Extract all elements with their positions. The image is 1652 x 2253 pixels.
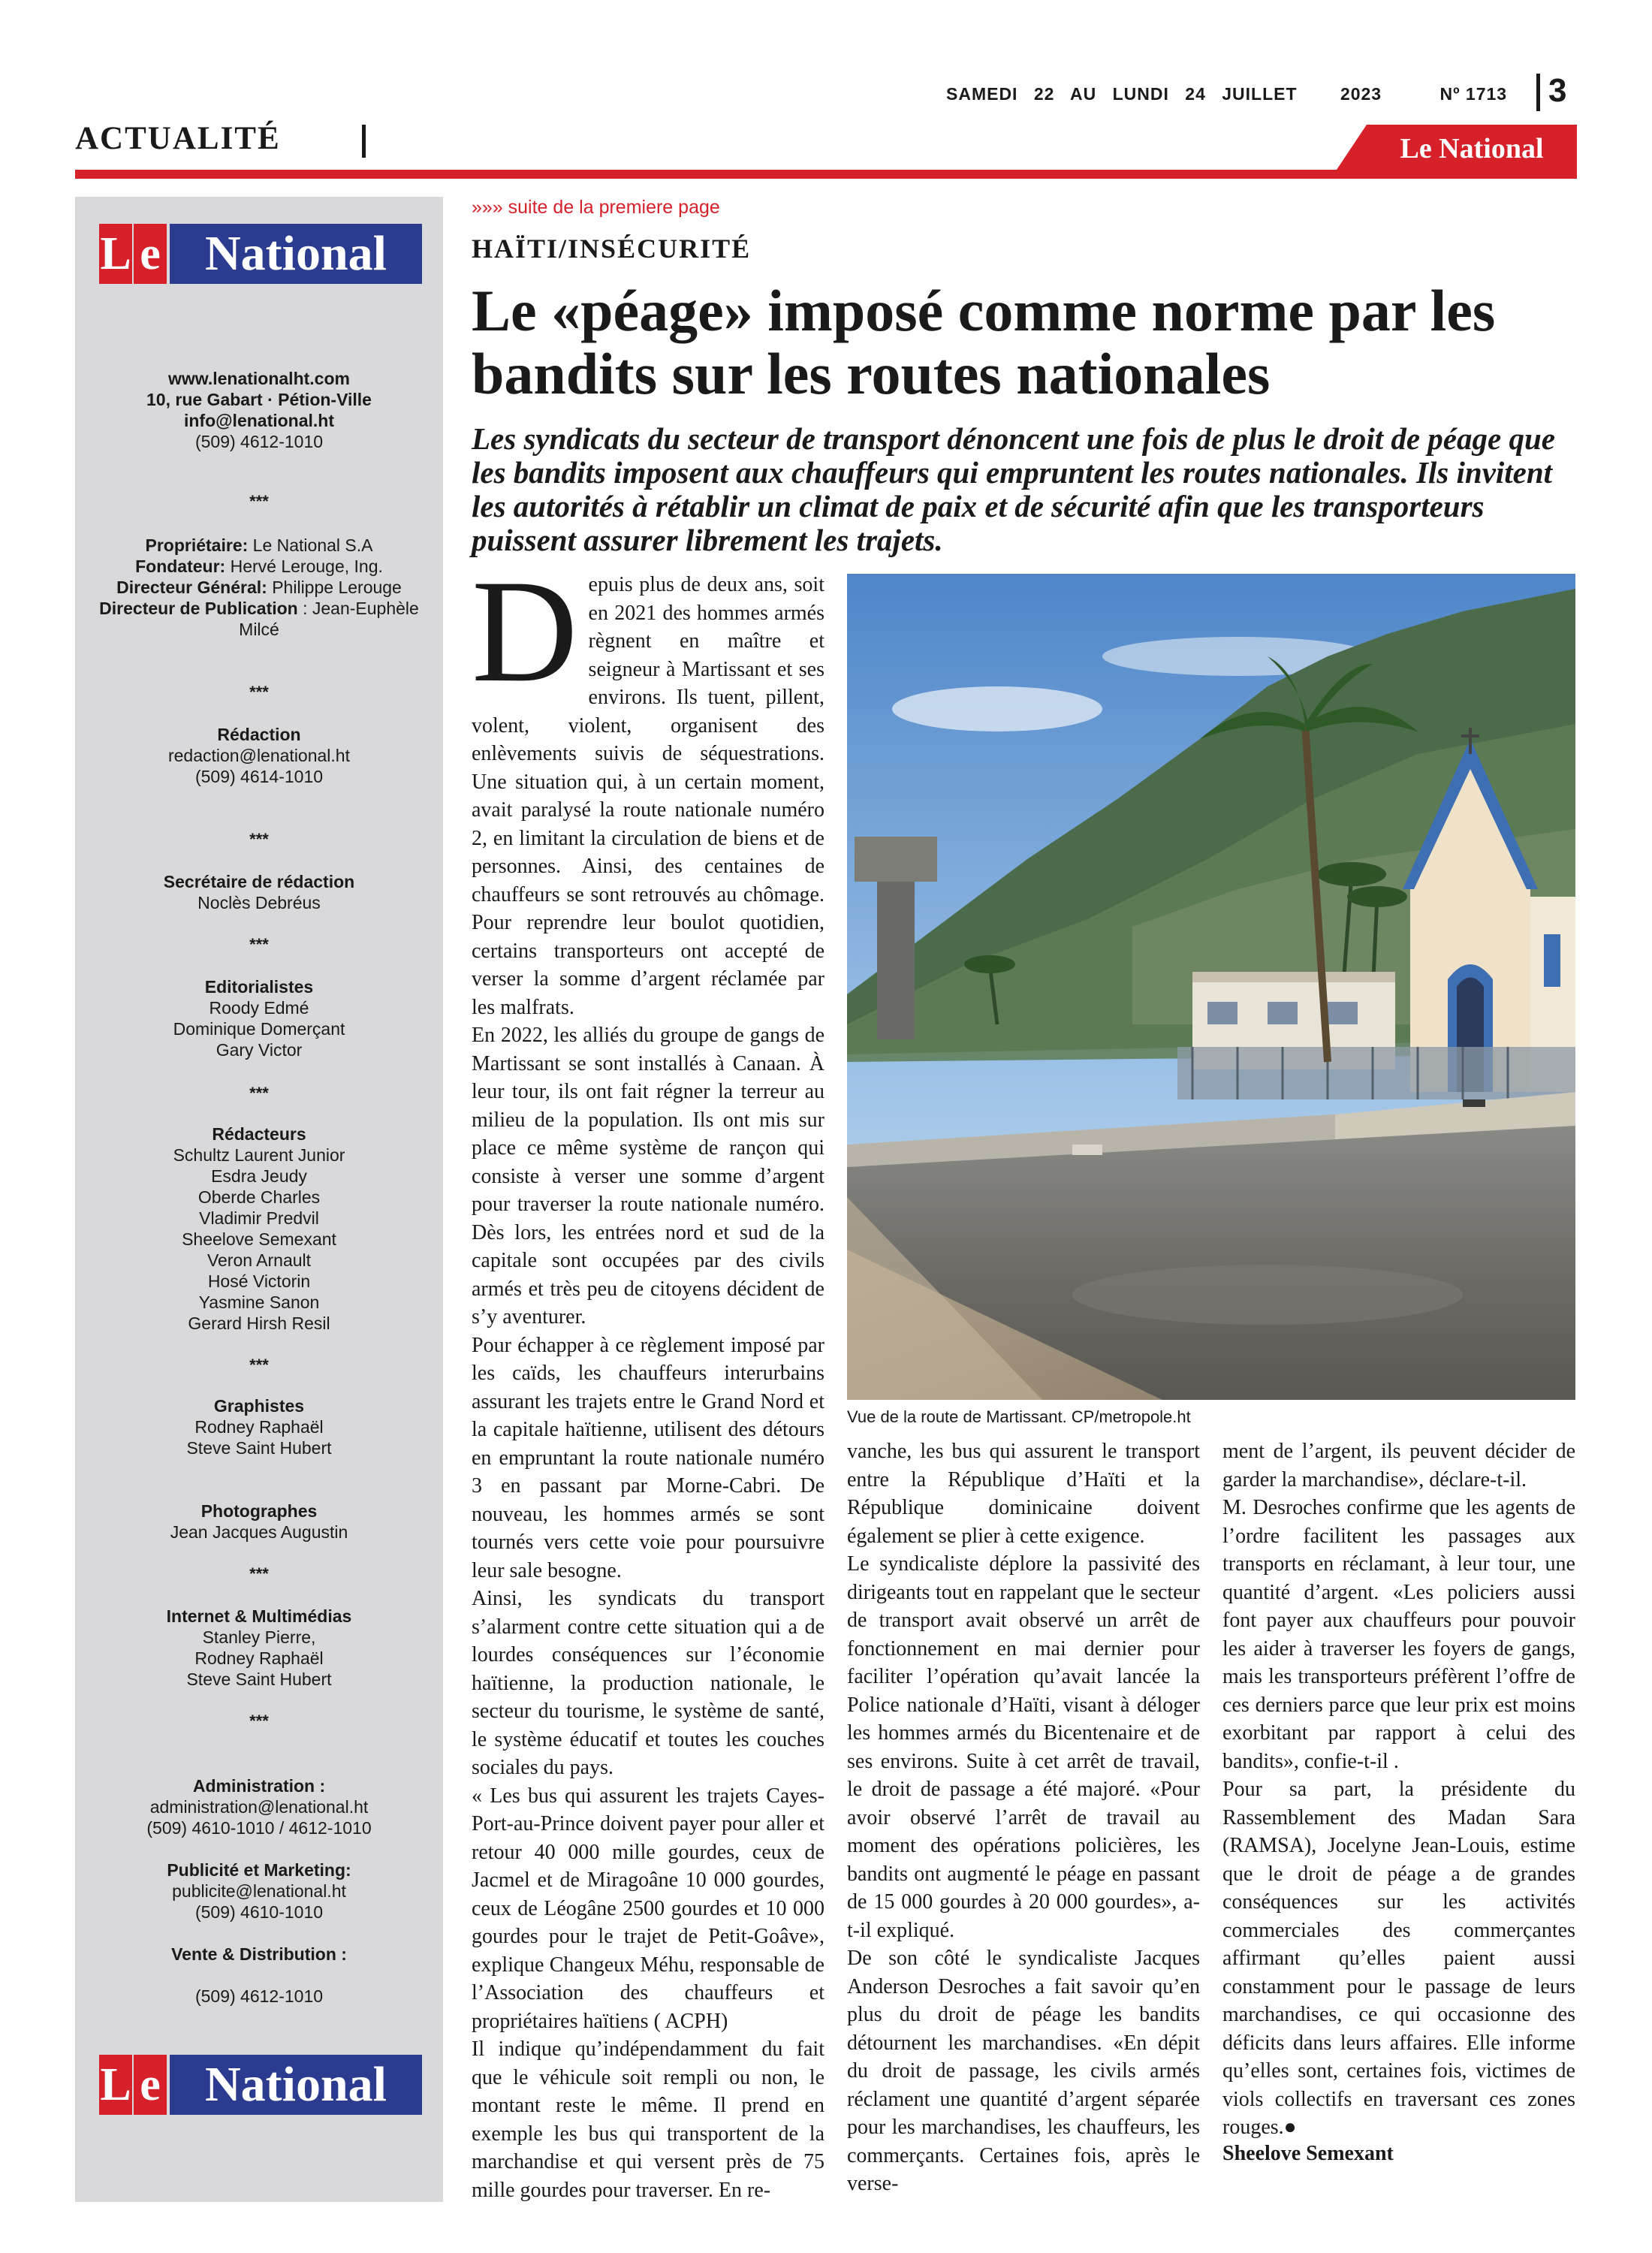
photo-caption: Vue de la route de Martissant. CP/metropole.ht [847, 1407, 1191, 1426]
date-word: AU [1069, 84, 1097, 104]
dateline [946, 84, 1532, 104]
continued-from-front: »»» suite de la premiere page [472, 197, 720, 218]
article-paragraph: En 2022, les alliés du groupe de gangs de Martissant se sont installés à Canaan. À leur tour, ils ont fait régner la terreur au milieu de la population. Ils ont mis sur place ce même système de rançon qui consiste à verser une somme d’argent pour traverser la route nationale numéro. Dès lors, les entrées nord et sud de la capitale sont occupées par des civils armés et très peu de citoyens décident de s’y aventurer. [472, 1024, 824, 1329]
page-number: 3 [1548, 72, 1567, 109]
issue-number: Nº 1713 [1439, 84, 1508, 104]
separator-stars: *** [249, 1564, 269, 1583]
article-paragraph: Le syndicaliste déplore la passivité des dirigeants tout en rappelant que le secteur de transport avait observé un arrêt de fonctionnement en mai dernier pour faciliter l’opération qu’avait lancée la Police nationale d’Haïti, visant à déloger les hommes armés du Bicentenaire et de ses environs. Suite à cet arrêt de travail, le droit de passage a été majoré. «Pour avoir observé l’arrêt de travail au moment des opérations policières, les bandits ont augmenté le péage en passant de 15 000 gourdes à 20 000 gourdes», a-t-il expliqué. [847, 1552, 1200, 1942]
photographers-block: Photographes Jean Jacques Augustin [170, 1501, 348, 1542]
article-paragraph: Depuis plus de deux ans, soit en 2021 des hommes armés règnent en maître et seigneur à Martissant et ses environs. Ils tuent, pillent, volent, violent, organisent des enlèvements suivis de séquestrations. Une situation qui, à un certain moment, avait paralysé la route nationale numéro 2, en limitant la circulation de biens et de personnes. Ainsi, des centaines de chauffeurs se sont retrouvés au chômage. Pour reprendre leur boulot quotidien, certains transporteurs ont accepté de verser la somme d’argent réclamée par les malfrats. [472, 550, 824, 1019]
date-word: 24 [1185, 84, 1206, 104]
end-mark-icon: ● [1283, 2116, 1297, 2139]
website-link[interactable]: www.lenationalht.com [168, 369, 350, 388]
drop-cap: D [472, 550, 578, 713]
graphists-block: Graphistes Rodney Raphaël Steve Saint Hubert [186, 1396, 332, 1458]
separator-stars: *** [249, 683, 269, 701]
administration-block: Administration : administration@lenational.ht (509) 4610-1010 / 4612-1010 [83, 1775, 436, 1838]
redaction-block: Rédaction redaction@lenational.ht (509) 4614-1010 [83, 724, 436, 787]
secretary-block: Secrétaire de rédaction Noclès Debréus [163, 872, 355, 912]
article-paragraph: ment de l’argent, ils peuvent décider de garder la marchandise», déclare-t-il. [1222, 1440, 1575, 1491]
article-paragraph: Ainsi, les syndicats du transport s’alarment contre cette situation qui a de lourdes conséquences sur l’économie haïtienne, la production nationale, le secteur du tourisme, le système de santé, le système éducatif et toutes les couches sociales du pays. [472, 1587, 824, 1779]
editorialists-block: Editorialistes Roody Edmé Dominique Domerçant Gary Victor [173, 977, 345, 1060]
article-paragraph: « Les bus qui assurent les trajets Cayes-Port-au-Prince doivent payer pour aller et retour 40 000 mille gourdes, ceux de Jacmel et de Miragoâne 10 000 gourdes, ceux de Léogâne 2500 gourdes et 10 000 gourdes pour le trajet de Petit-Goâve», explique Changeux Méhu, responsable de l’Association des chauffeurs et propriétaires haïtiens ( ACPH) [472, 1784, 824, 2033]
internet-block: Internet & Multimédias Stanley Pierre, Rodney Raphaël Steve Saint Hubert [166, 1606, 352, 1689]
article-paragraph: M. Desroches confirme que les agents de l’ordre facilitent les passages aux transports en réclamant, à leur tour, une quantité d’argent. «Les policiers aussi font payer aux chauffeurs pour pouvoir les aider à traverser les foyers de gangs, mais les transporteurs préfèrent l’offre de ces derniers parce que leur prix est moins exorbitant par rapport à celui des bandits», confie-t-il . [1222, 1496, 1575, 1773]
ownership-block: Propriétaire: Le National S.A Fondateur: Hervé Lerouge, Ing. Directeur Général: Philippe Lerouge Directeur de Publication : Jean-Euphèle Milcé [99, 535, 419, 639]
article-paragraph: Pour sa part, la présidente du Rassemblement des Madan Sara (RAMSA), Jocelyne Jean-Louis, estime que le droit de péage a de grandes conséquences sur les activités commerciales des commerçantes affirmant qu’elles paient aussi constamment pour le passage de leurs marchandises, ce qui occasionne des déficits dans leurs affaires. Elle informe qu’elles sont, certaines fois, victimes de viols collectifs en traversant ces zones rouges.● [1222, 1778, 1575, 2139]
article-paragraph: Pour échapper à ce règlement imposé par les caïds, les chauffeurs interurbains assurant les trajets entre le Grand Nord et la capitale haïtienne, utilisent des détours en empruntant la route nationale numéro 3 en passant par Morne-Cabri. De nouveau, les hommes armés se sont tournés vers cette voie pour poursuivre leur sale besogne. [472, 1333, 824, 1582]
section-divider [362, 125, 366, 158]
article-headline: Le «péage» imposé comme norme par les bandits sur les routes nationales [472, 278, 1496, 406]
separator-stars: *** [249, 1084, 269, 1102]
le-national-logo-bottom: L e National [99, 2055, 422, 2115]
date-word: 2023 [1340, 84, 1382, 104]
separator-stars: *** [249, 492, 269, 511]
le-national-logo: L e National [99, 224, 422, 284]
section-title: ACTUALITÉ [75, 121, 281, 156]
page-number-separator [1536, 74, 1540, 111]
advertising-block: Publicité et Marketing: publicite@lenational.ht (509) 4610-1010 [83, 1859, 436, 1923]
article-column-1 [472, 550, 824, 2202]
header-rule [75, 170, 1577, 179]
date-word: JUILLET [1222, 84, 1298, 104]
date-word: 22 [1033, 84, 1055, 104]
separator-stars: *** [249, 1712, 269, 1730]
separator-stars: *** [249, 1356, 269, 1374]
redaction-email[interactable]: redaction@lenational.ht [167, 746, 350, 765]
article-photo [847, 574, 1575, 1400]
article-standfirst: Les syndicats du secteur de transport dénoncent une fois de plus le droit de péage que les bandits imposent aux chauffeurs qui empruntent les routes nationales. Ils invitent les autorités à rétablir un climat de paix et de sécurité afin que les transporteurs puissent assurer librement les trajets. [472, 421, 1555, 557]
separator-stars: *** [249, 830, 269, 849]
separator-stars: *** [249, 935, 269, 954]
address: 10, rue Gabart · Pétion-Ville [146, 390, 372, 409]
email-link[interactable]: info@lenational.ht [183, 411, 335, 430]
article-paragraph: De son côté le syndicaliste Jacques Anderson Desroches a fait savoir qu’en plus du droit de péage les bandits détournent les marchandises. «En dépit du droit de passage, les civils armés réclament une quantité d’argent séparée pour les marchandises, les chauffeurs, les commerçants. Certaines fois, après le verse- [847, 1947, 1200, 2195]
admin-email[interactable]: administration@lenational.ht [149, 1797, 369, 1817]
phone: (509) 4612-1010 [194, 432, 324, 451]
date-word: SAMEDI [946, 84, 1018, 104]
article-rubric: HAÏTI/INSÉCURITÉ [472, 234, 752, 264]
sales-block: Vente & Distribution : (509) 4612-1010 [171, 1944, 347, 2006]
date-word: LUNDI [1112, 84, 1169, 104]
author-signature: Sheelove Semexant [1222, 2142, 1394, 2165]
article-paragraph: Il indique qu’indépendamment du fait que le véhicule soit rempli ou non, le montant reste le même. Il prend en exemple les bus qui transportent de la marchandise et qui versent près de 75 mille gourdes pour traverser. En re- [472, 2037, 824, 2202]
article-column-3 [1222, 1437, 1575, 2188]
article-paragraph: vanche, les bus qui assurent le transport entre la République d’Haïti et la République dominicaine doivent également se plier à cette exigence. [847, 1440, 1200, 1548]
writers-block: Rédacteurs Schultz Laurent Junior Esdra Jeudy Oberde Charles Vladimir Predvil Sheelove Semexant Veron Arnault Hosé Victorin Yasmine Sanon Gerard Hirsh Resil [173, 1124, 345, 1333]
contact-block [83, 368, 436, 452]
brand-tab-label: Le National [1400, 133, 1544, 164]
article-column-2 [847, 1437, 1200, 2195]
ads-email[interactable]: publicite@lenational.ht [172, 1881, 346, 1901]
